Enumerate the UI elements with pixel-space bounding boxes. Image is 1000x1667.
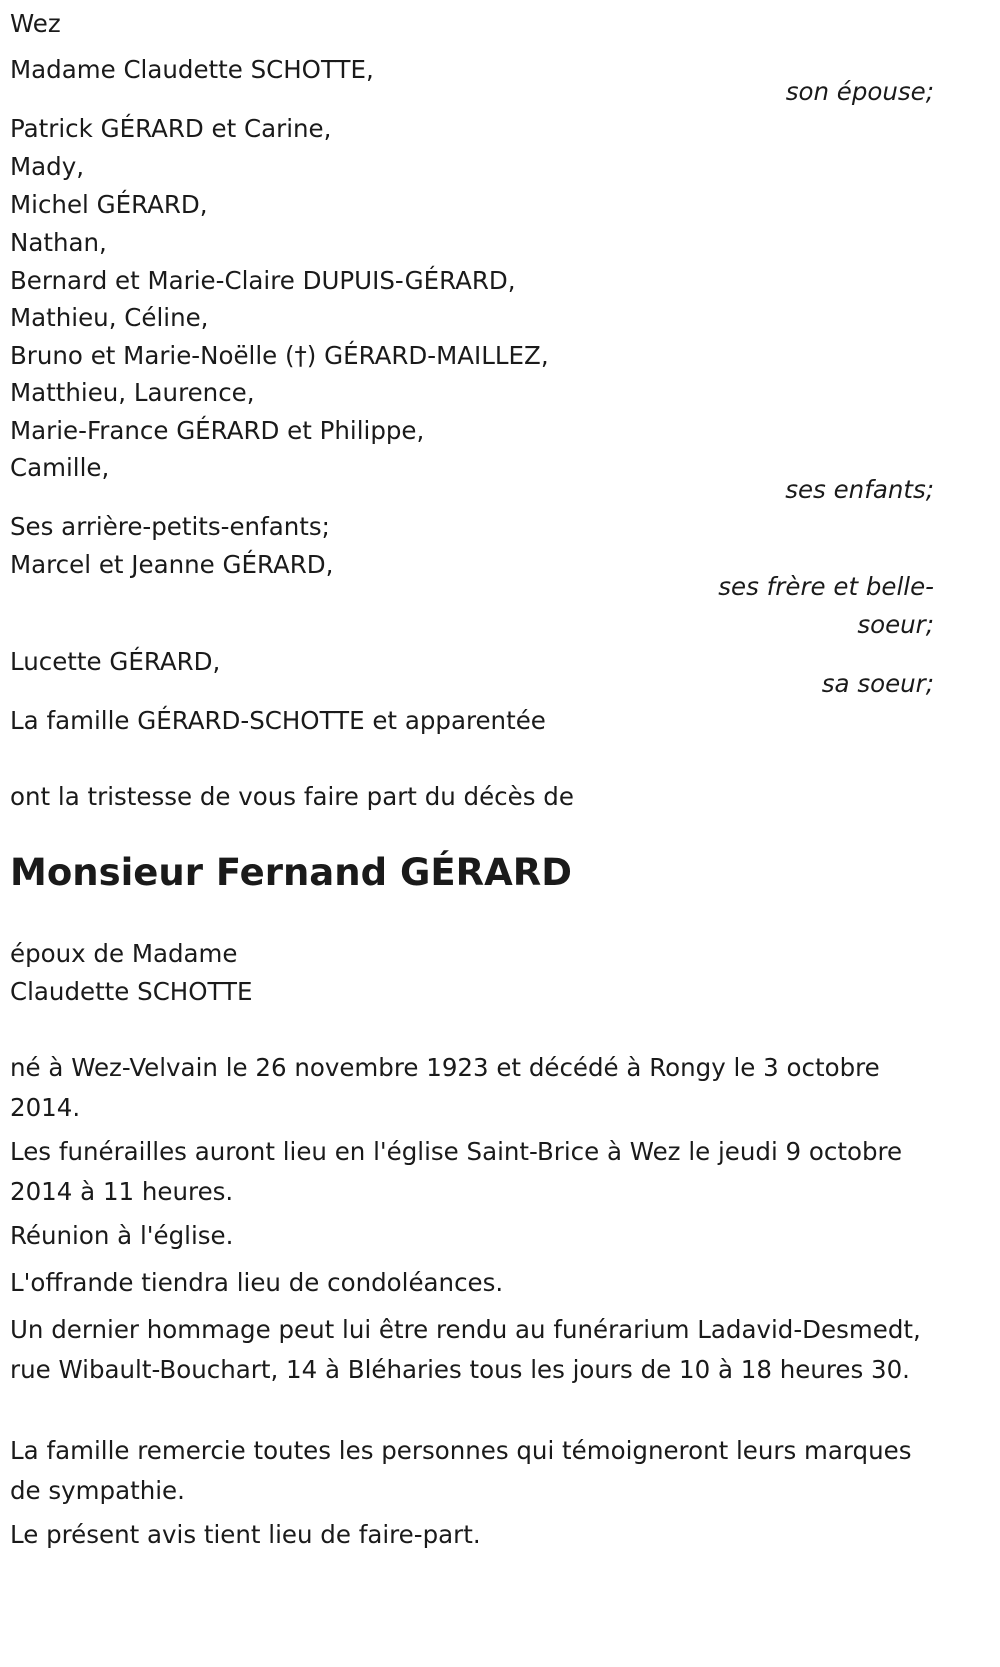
child-line: Camille, [10,453,110,482]
sister-name: Lucette GÉRARD, [10,647,221,676]
spouse-of-line1: époux de Madame [10,939,238,968]
notice-paragraph: Le présent avis tient lieu de faire-part. [10,1520,481,1549]
child-line: Nathan, [10,228,107,257]
siblings-role-line1: ses frère et belle- [718,572,934,601]
child-line: Marie-France GÉRARD et Philippe, [10,416,425,445]
child-line: Mathieu, Céline, [10,303,209,332]
sister-role: sa soeur; [821,669,934,698]
meeting-paragraph: Réunion à l'église. [10,1221,234,1250]
deceased-name: Monsieur Fernand GÉRARD [10,851,572,894]
spouse-name: Madame Claudette SCHOTTE, [10,55,374,84]
child-line: Michel GÉRARD, [10,190,208,219]
spouse-role: son épouse; [785,77,934,106]
great-grandchildren-line: Ses arrière-petits-enfants; [10,512,330,541]
children-role: ses enfants; [785,475,934,504]
thanks-paragraph: La famille remercie toutes les personnes qui témoigneront leurs marques de sympathie. [10,1436,912,1505]
child-line: Bernard et Marie-Claire DUPUIS-GÉRARD, [10,266,516,295]
child-line: Mady, [10,152,84,181]
spouse-of-line2: Claudette SCHOTTE [10,977,253,1006]
funeral-paragraph: Les funérailles auront lieu en l'église Saint-Brice à Wez le jeudi 9 octobre 2014 à 11 heures. [10,1137,903,1206]
child-line: Matthieu, Laurence, [10,378,255,407]
child-line: Patrick GÉRARD et Carine, [10,114,332,143]
siblings-name: Marcel et Jeanne GÉRARD, [10,550,334,579]
tribute-paragraph: Un dernier hommage peut lui être rendu au funérarium Ladavid-Desmedt, rue Wibault-Bouchart, 14 à Bléharies tous les jours de 10 à 18 heures 30. [10,1315,921,1384]
siblings-role-line2: soeur; [857,610,934,639]
birth-death-paragraph: né à Wez-Velvain le 26 novembre 1923 et décédé à Rongy le 3 octobre 2014. [10,1053,880,1122]
child-line: Bruno et Marie-Noëlle (†) GÉRARD-MAILLEZ, [10,341,549,370]
place-heading: Wez [10,9,61,38]
announcement-line: ont la tristesse de vous faire part du décès de [10,782,574,811]
extended-family-line: La famille GÉRARD-SCHOTTE et apparentée [10,706,546,735]
offering-paragraph: L'offrande tiendra lieu de condoléances. [10,1268,504,1297]
